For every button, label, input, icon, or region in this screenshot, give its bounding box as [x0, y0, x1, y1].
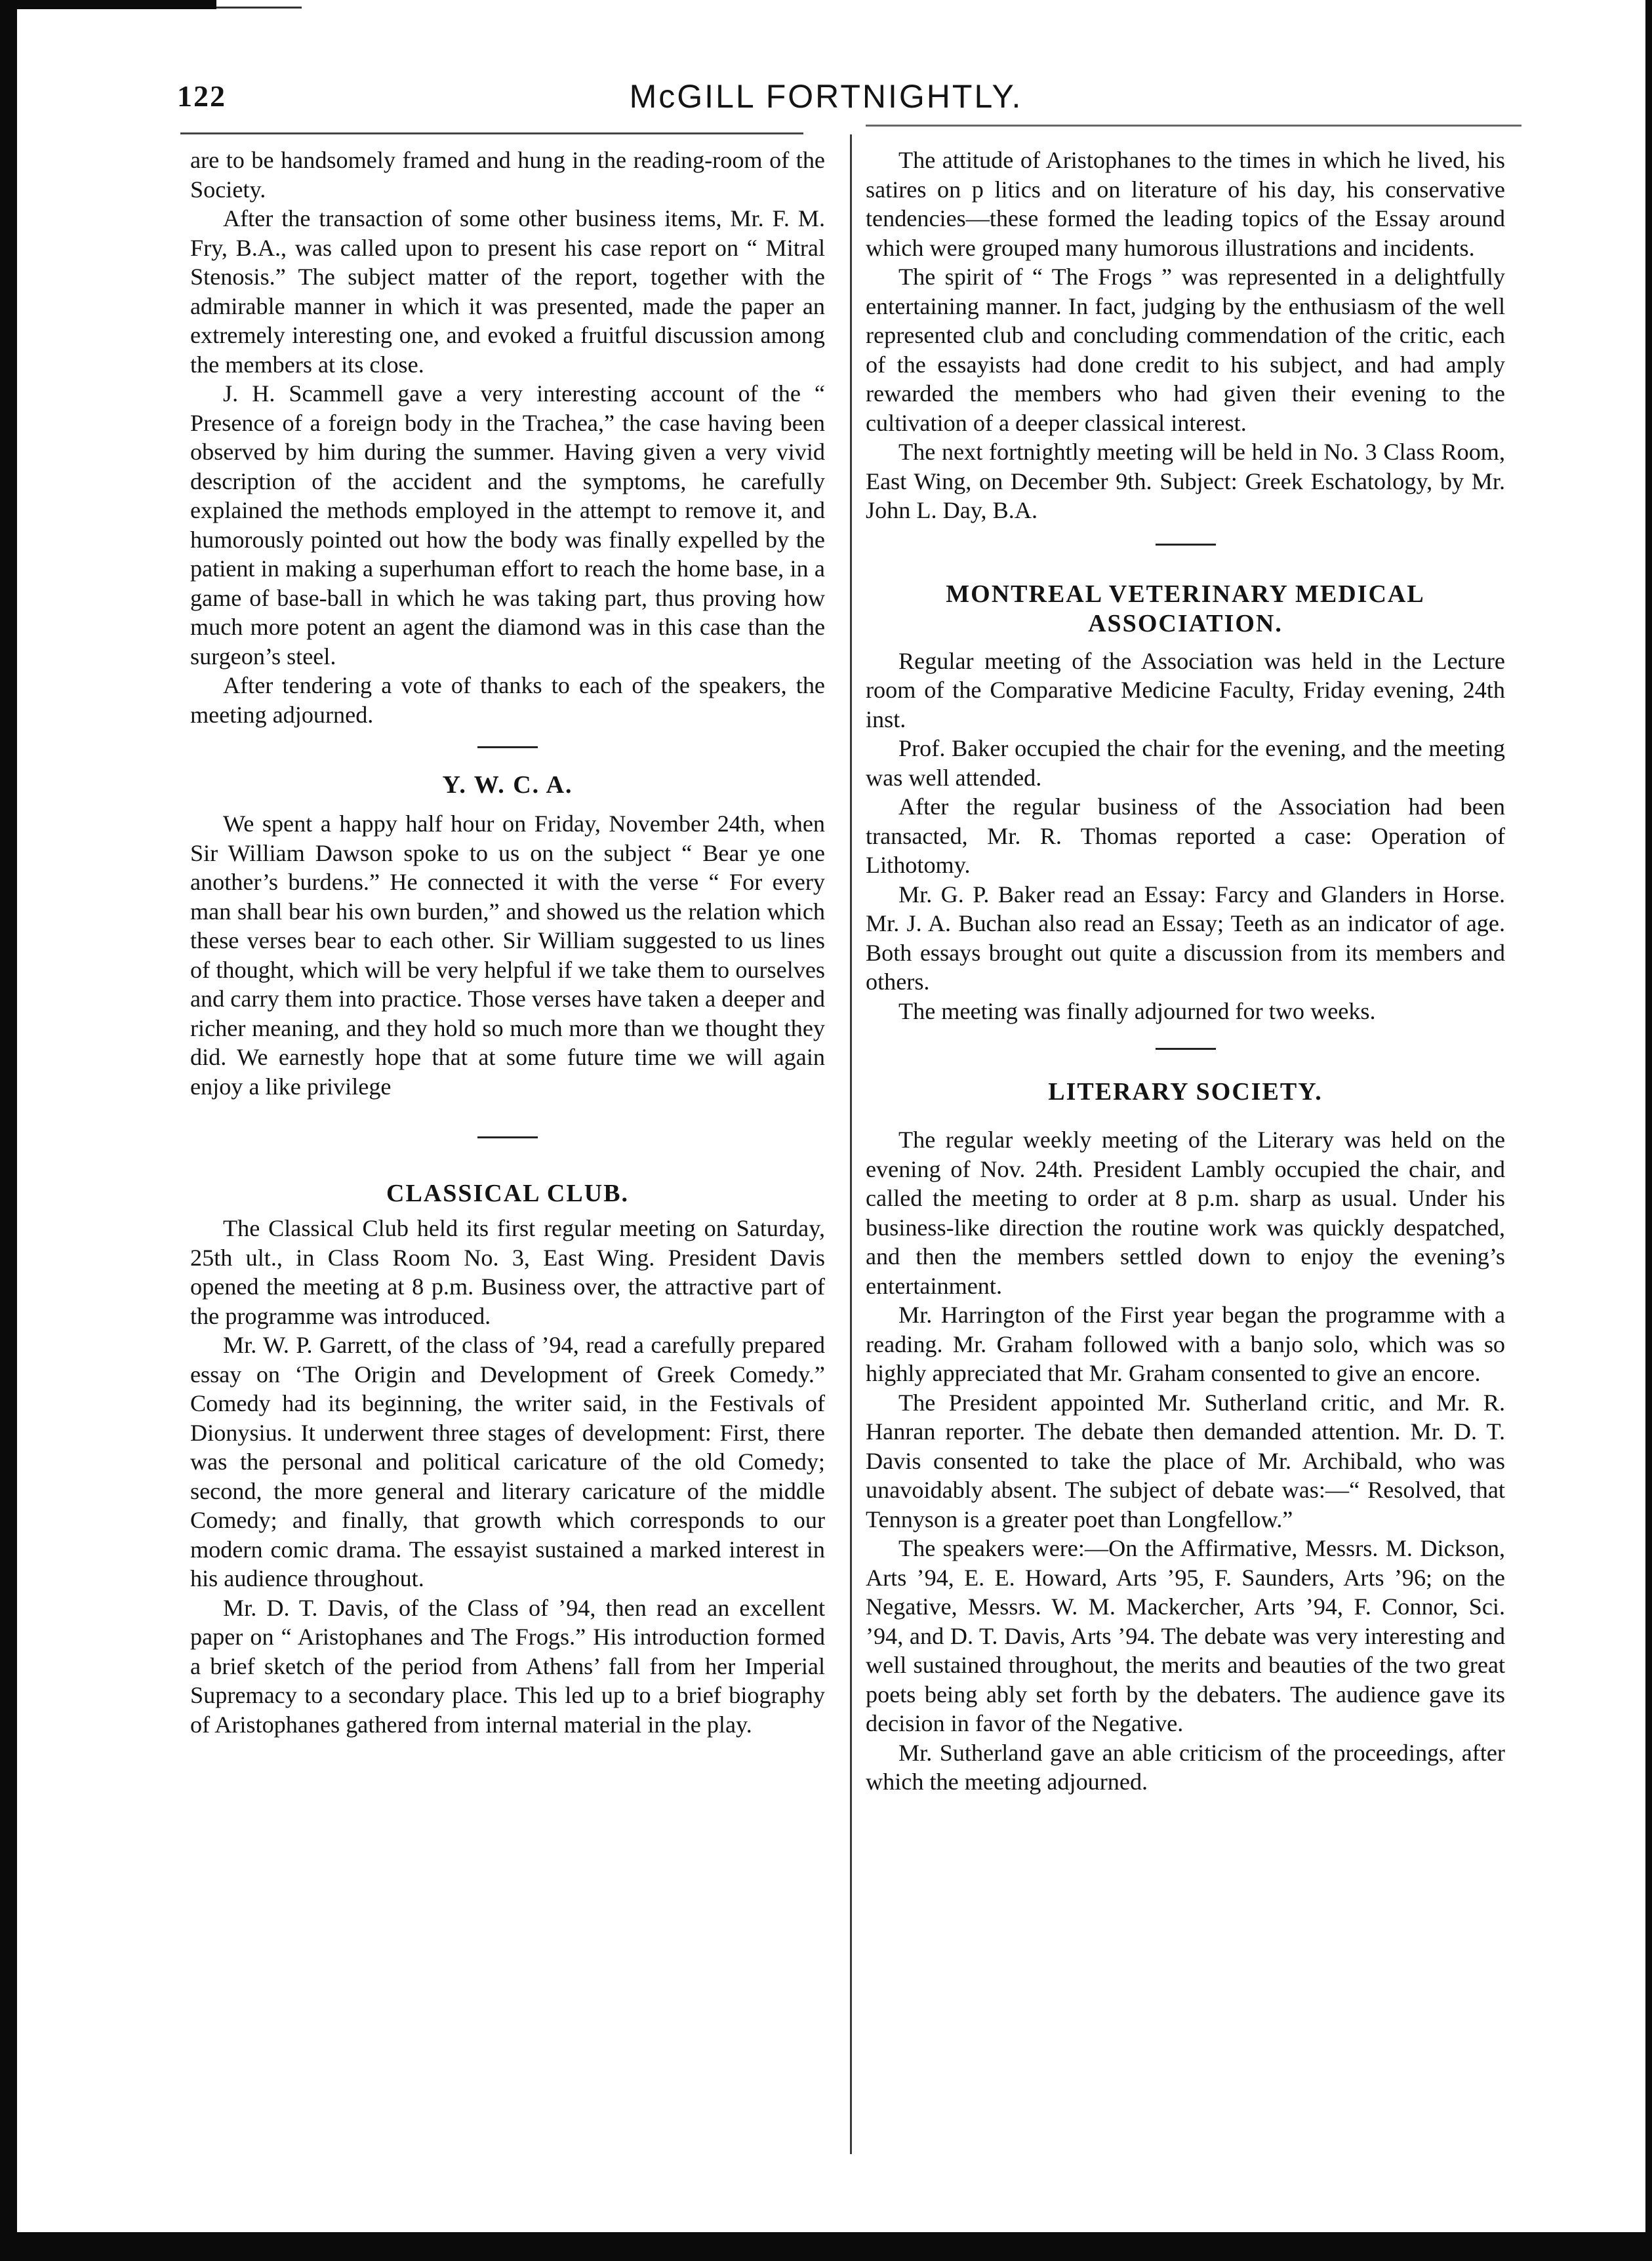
section-divider: [1156, 1048, 1216, 1050]
paragraph: The President appointed Mr. Sutherland critic, and Mr. R. Hanran reporter. The debate then demanded attention. Mr. D. T. Davis consented to take the place of Mr. Archibald, who was unavoidably absent. The subject of debate was:—“ Resolved, that Tennyson is a greater poet than Longfellow.”: [866, 1389, 1505, 1532]
paragraph: J. H. Scammell gave a very interesting account of the “ Presence of a foreign body in the Trachea,” the case having been observed by him during the summer. Having given a very vivid description of the accident and the symptoms, he carefully explained the methods employed in the attempt to remove it, and humorously pointed out how the body was finally expelled by the patient in making a superhuman effort to reach the home base, in a game of base-ball in which he was taking part, thus proving how much more potent an agent the diamond was in this case than the surgeon’s steel.: [190, 380, 825, 670]
scan-edge-top-line: [216, 7, 302, 9]
paragraph: Prof. Baker occupied the chair for the evening, and the meeting was well attended.: [866, 735, 1505, 791]
paragraph: Mr. Sutherland gave an able criticism of the proceedings, after which the meeting adjourned.: [866, 1739, 1505, 1795]
paragraph: The spirit of “ The Frogs ” was represented in a delightfully entertaining manner. In fact, judging by the enthusiasm of the well represented club and concluding commendation of the critic, each of the essayists had done credit to his subject, and had amply rewarded the members who had given their evening to the cultivation of a deeper classical interest.: [866, 264, 1505, 436]
paragraph: The next fortnightly meeting will be held in No. 3 Class Room, East Wing, on December 9th. Subject: Greek Eschatology, by Mr. John L. Day, B.A.: [866, 439, 1505, 523]
scan-edge-top: [0, 0, 216, 9]
paragraph: Mr. Harrington of the First year began the programme with a reading. Mr. Graham followed with a banjo solo, which was so highly appreciated that Mr. Graham consented to give an encore.: [866, 1302, 1505, 1386]
header-rule-left: [180, 132, 803, 134]
page-number: 122: [177, 79, 226, 113]
section-heading-line: MONTREAL VETERINARY MEDICAL: [946, 580, 1425, 608]
paragraph: The speakers were:—On the Affirmative, Messrs. M. Dickson, Arts ’94, E. E. Howard, Arts ’95, F. Saunders, Arts ’96; on the Negative, Messrs. W. M. Mackercher, Arts ’94, F. Connor, Sci. ’94, and D. T. Davis, Arts ’94. The debate was very interesting and well sustained throughout, the merits and beauties of the two great poets being ably set forth by the debaters. The audience gave its decision in favor of the Negative.: [866, 1535, 1505, 1736]
section-heading-ywca: Y. W. C. A.: [442, 771, 573, 799]
column-divider: [850, 134, 852, 2154]
paragraph: After the regular business of the Association had been transacted, Mr. R. Thomas reported a case: Operation of Lithotomy.: [866, 793, 1505, 878]
paragraph: Mr. G. P. Baker read an Essay: Farcy and Glanders in Horse. Mr. J. A. Buchan also read an Essay; Teeth as an indicator of age. Both essays brought out quite a discussion from its members and others.: [866, 881, 1505, 995]
paragraph: We spent a happy half hour on Friday, November 24th, when Sir William Dawson spoke to us on the subject “ Bear ye one another’s burdens.” He connected it with the verse “ For every man shall bear his own burden,” and showed us the relation which these verses bear to each other. Sir William suggested to us lines of thought, which will be very helpful if we take them to ourselves and carry them into practice. Those verses have taken a deeper and richer meaning, and they hold so much more than we thought they did. We earnestly hope that at some future time we will again enjoy a like privilege: [190, 810, 825, 1100]
paragraph: The meeting was finally adjourned for two weeks.: [898, 997, 1376, 1024]
section-divider: [477, 746, 538, 748]
left-column: [190, 146, 825, 1739]
scan-edge-bottom: [0, 2232, 1652, 2261]
scan-edge-left: [0, 0, 17, 2261]
paragraph: Regular meeting of the Association was held in the Lecture room of the Comparative Medicine Faculty, Friday evening, 24th inst.: [866, 647, 1505, 732]
right-column: [866, 146, 1505, 1797]
header-rule-right: [866, 125, 1521, 127]
paragraph: After the transaction of some other business items, Mr. F. M. Fry, B.A., was called upon to present his case report on “ Mitral Stenosis.” The subject matter of the report, together with the admirable manner in which it was presented, made the paper an extremely interesting one, and evoked a fruitful discussion among the members at its close.: [190, 205, 825, 378]
scan-edge-right: [1645, 0, 1652, 2261]
section-divider: [1156, 544, 1216, 546]
paragraph: The attitude of Aristophanes to the times in which he lived, his satires on p litics and on literature of his day, his conservative tendencies—these formed the leading topics of the Essay around which were grouped many humorous illustrations and incidents.: [866, 147, 1505, 261]
paragraph: The Classical Club held its first regular meeting on Saturday, 25th ult., in Class Room No. 3, East Wing. President Davis opened the meeting at 8 p.m. Business over, the attractive part of the programme was introduced.: [190, 1215, 825, 1329]
section-heading-classical-club: CLASSICAL CLUB.: [386, 1180, 629, 1207]
section-heading-literary-society: LITERARY SOCIETY.: [1048, 1078, 1323, 1106]
paragraph: After tendering a vote of thanks to each of the speakers, the meeting adjourned.: [190, 672, 825, 728]
running-title: McGILL FORTNIGHTLY.: [629, 78, 1023, 115]
section-divider: [477, 1136, 538, 1138]
paragraph: The regular weekly meeting of the Literary was held on the evening of Nov. 24th. President Lambly occupied the chair, and called the meeting to order at 8 p.m. sharp as usual. Under his business-like direction the routine work was quickly despatched, and then the members settled down to enjoy the evening’s entertainment.: [866, 1127, 1505, 1299]
section-heading-veterinary: [866, 580, 1505, 639]
section-heading-line: ASSOCIATION.: [1088, 609, 1283, 637]
paragraph: are to be handsomely framed and hung in the reading-room of the Society.: [190, 147, 825, 203]
paragraph: Mr. W. P. Garrett, of the class of ’94, read a carefully prepared essay on ‘The Origin and Development of Greek Comedy.” Comedy had its beginning, the writer said, in the Festivals of Dionysius. It underwent three stages of development: First, there was the personal and political caricature of the old Comedy; second, the more general and literary caricature of the middle Comedy; and finally, that growth which corresponds to our modern comic drama. The essayist sustained a marked interest in his audience throughout.: [190, 1332, 825, 1591]
paragraph: Mr. D. T. Davis, of the Class of ’94, then read an excellent paper on “ Aristophanes and The Frogs.” His introduction formed a brief sketch of the period from Athens’ fall from her Imperial Supremacy to a secondary place. This led up to a brief biography of Aristophanes gathered from internal material in the play.: [190, 1594, 825, 1738]
